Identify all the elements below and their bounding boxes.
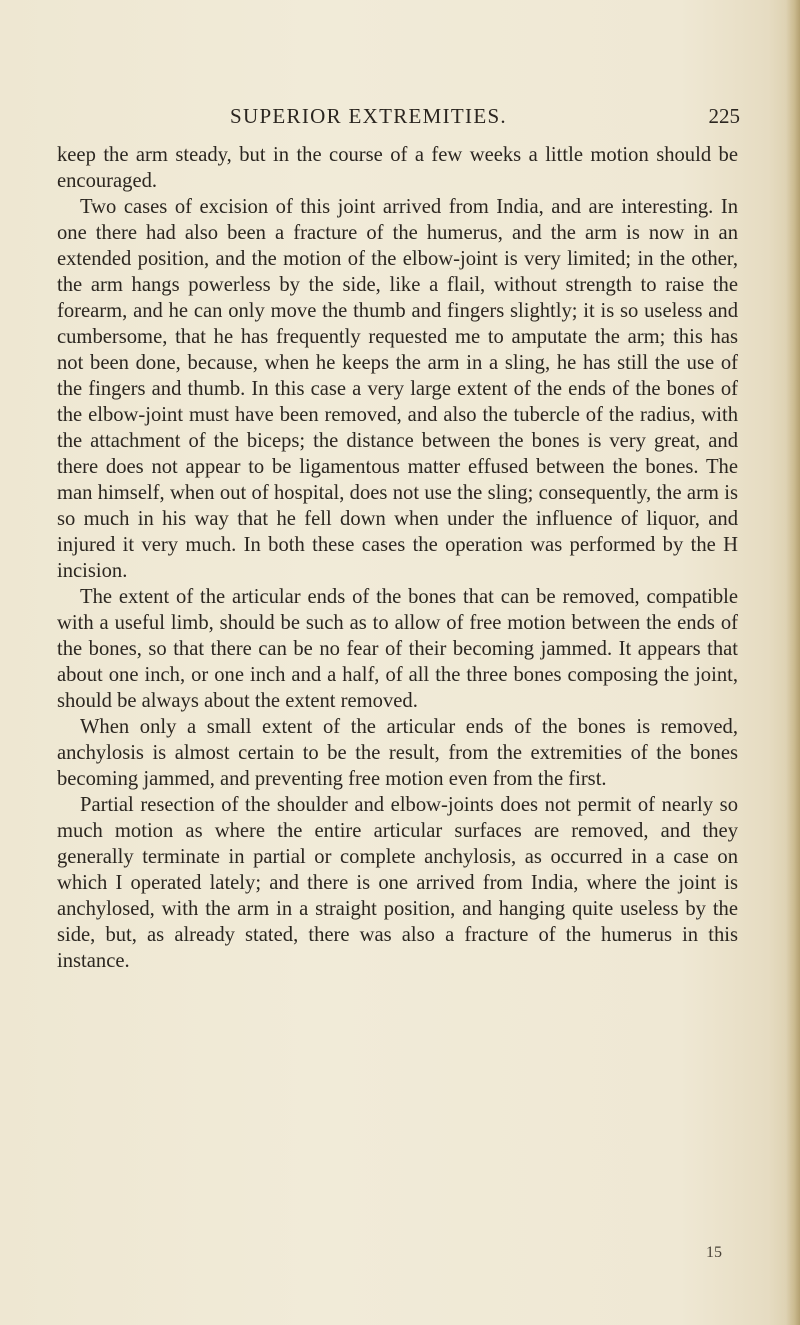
signature-mark: 15 — [706, 1244, 722, 1261]
page-number: 225 — [708, 104, 740, 128]
page-edge-shadow — [786, 0, 800, 1325]
running-head: SUPERIOR EXTREMITIES. — [230, 104, 507, 128]
paragraph-anchylosis: When only a small extent of the articular ends of the bones is removed, anchylosis is almost certain to be the result, from the extremities of the bones becoming jammed, and preventing free motion even from the first. — [57, 716, 738, 790]
page-header — [60, 104, 740, 140]
body-text — [57, 142, 738, 974]
paragraph-partial-resection: Partial resection of the shoulder and elbow-joints does not permit of nearly so much motion as where the entire articular surfaces are removed, and they generally terminate in partial or complete anchylosis, as occurred in a case on which I operated lately; and there is one arrived from India, where the joint is anchylosed, with the arm in a straight position, and hanging quite useless by the side, but, as already stated, there was also a fracture of the humerus in this instance. — [57, 794, 738, 972]
paragraph-india-cases: Two cases of excision of this joint arrived from India, and are interesting. In one there had also been a fracture of the humerus, and the arm is now in an extended position, and the motion of the elbow-joint is very limited; in the other, the arm hangs powerless by the side, like a flail, without strength to raise the forearm, and he can only move the thumb and fingers slightly; it is so useless and cumbersome, that he has frequently requested me to amputate the arm; this has not been done, because, when he keeps the arm in a sling, he has still the use of the fingers and thumb. In this case a very large extent of the ends of the bones of the elbow-joint must have been removed, and also the tubercle of the radius, with the attachment of the biceps; the distance between the bones is very great, and there does not appear to be ligamentous matter effused between the bones. The man himself, when out of hospital, does not use the sling; consequently, the arm is so much in his way that he fell down when under the influence of liquor, and injured it very much. In both these cases the operation was performed by the H incision. — [57, 196, 738, 582]
paragraph-extent-removed: The extent of the articular ends of the bones that can be removed, compatible with a useful limb, should be such as to allow of free motion between the ends of the bones, so that there can be no fear of their becoming jammed. It appears that about one inch, or one inch and a half, of all the three bones composing the joint, should be always about the extent removed. — [57, 586, 738, 712]
paragraph-continuation: keep the arm steady, but in the course of a few weeks a little motion should be encouraged. — [57, 144, 738, 192]
